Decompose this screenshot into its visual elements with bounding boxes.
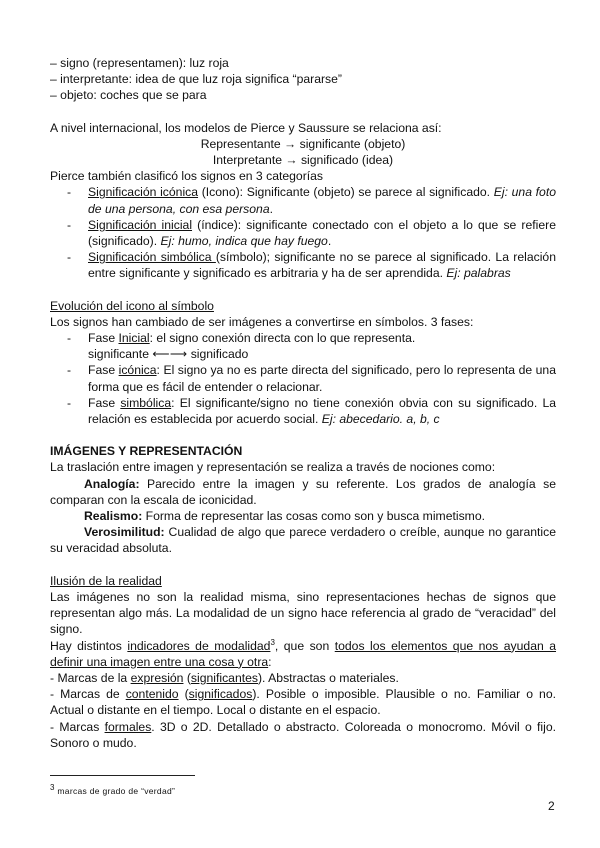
category-list bbox=[50, 184, 556, 281]
mapping-line-2: Interpretante → significado (idea) bbox=[212, 153, 394, 168]
section-heading: Evolución del icono al símbolo bbox=[50, 298, 214, 313]
footnote-divider bbox=[50, 775, 195, 776]
notion-item: Verosimilitud: Cualidad de algo que parece verdadero o creíble, aunque no garantice su veracidad absoluta. bbox=[50, 525, 556, 556]
page-number: 2 bbox=[548, 799, 555, 813]
list-item: - Fase Inicial: el signo conexión directa con lo que representa. significante ⟵⟶ significado bbox=[88, 330, 556, 362]
text-line: – interpretante: idea de que luz roja significa “pararse” bbox=[50, 72, 342, 87]
intl-intro: A nivel internacional, los modelos de Pierce y Saussure se relaciona así: bbox=[50, 120, 442, 135]
list-item: - Marcas de la expresión (significantes). Abstractas o materiales. bbox=[50, 670, 399, 685]
evolution-intro: Los signos han cambiado de ser imágenes a convertirse en símbolos. 3 fases: bbox=[50, 314, 474, 329]
text-line: – signo (representamen): luz roja bbox=[50, 56, 229, 70]
list-item: - Fase icónica: El signo ya no es parte directa del significado, pero lo representa de una forma que es fácil de entender o relacionar. bbox=[88, 362, 556, 394]
notion-item: Analogía: Parecido entre la imagen y su referente. Los grados de analogía se comparan con la escala de iconicidad. bbox=[50, 476, 556, 507]
list-item: - Significación simbólica (símbolo); significante no se parece al significado. La relación entre significante y significado es arbitraria y ha de ser aprendida. Ej: palabras bbox=[88, 249, 556, 281]
list-item: - Marcas de contenido (significados). Posible o imposible. Plausible o no. Familiar o no. Actual o distante en el tiempo. Local o distante en el espacio. bbox=[50, 687, 556, 718]
images-intro: La traslación entre imagen y representación se realiza a través de nociones como: bbox=[50, 460, 496, 475]
paragraph: Las imágenes no son la realidad misma, sino representaciones hechas de signos que representan algo más. La modalidad de un signo hace referencia al grado de “veracidad” del signo. bbox=[50, 589, 556, 637]
page-body bbox=[50, 55, 556, 751]
section-heading: IMÁGENES Y REPRESENTACIÓN bbox=[50, 444, 243, 459]
paragraph: Hay distintos indicadores de modalidad$^3$, que son todos los elementos que nos ayudan a definir una imagen entre una cosa y otra: bbox=[50, 637, 557, 669]
mapping-line-1: Representante → significante (objeto) bbox=[200, 136, 406, 151]
notion-item: Realismo: Forma de representar las cosas como son y busca mimetismo. bbox=[84, 509, 485, 524]
list-item: - Marcas formales. 3D o 2D. Detallado o abstracto. Coloreada o monocromo. Móvil o fijo. Sonoro o mudo. bbox=[50, 719, 556, 750]
list-item: - Significación icónica (Icono): Significante (objeto) se parece al significado. Ej: una foto de una persona, con esa persona. bbox=[88, 184, 556, 216]
phase-list bbox=[50, 330, 556, 427]
footnote: $^3$ marcas de grado de “verdad” bbox=[50, 783, 176, 796]
text-line: – objeto: coches que se para bbox=[50, 88, 207, 103]
list-item: - Significación inicial (índice): significante conectado con el objeto a lo que se refiere (significado). Ej: humo, indica que hay fuego. bbox=[88, 217, 556, 249]
pierce-intro: Pierce también clasificó los signos en 3 categorías bbox=[50, 169, 324, 184]
list-item: - Fase simbólica: El significante/signo no tiene conexión obvia con su significado. La relación es establecida por acuerdo social. Ej: abecedario. a, b, c bbox=[88, 395, 556, 427]
section-heading: Ilusión de la realidad bbox=[50, 573, 162, 588]
